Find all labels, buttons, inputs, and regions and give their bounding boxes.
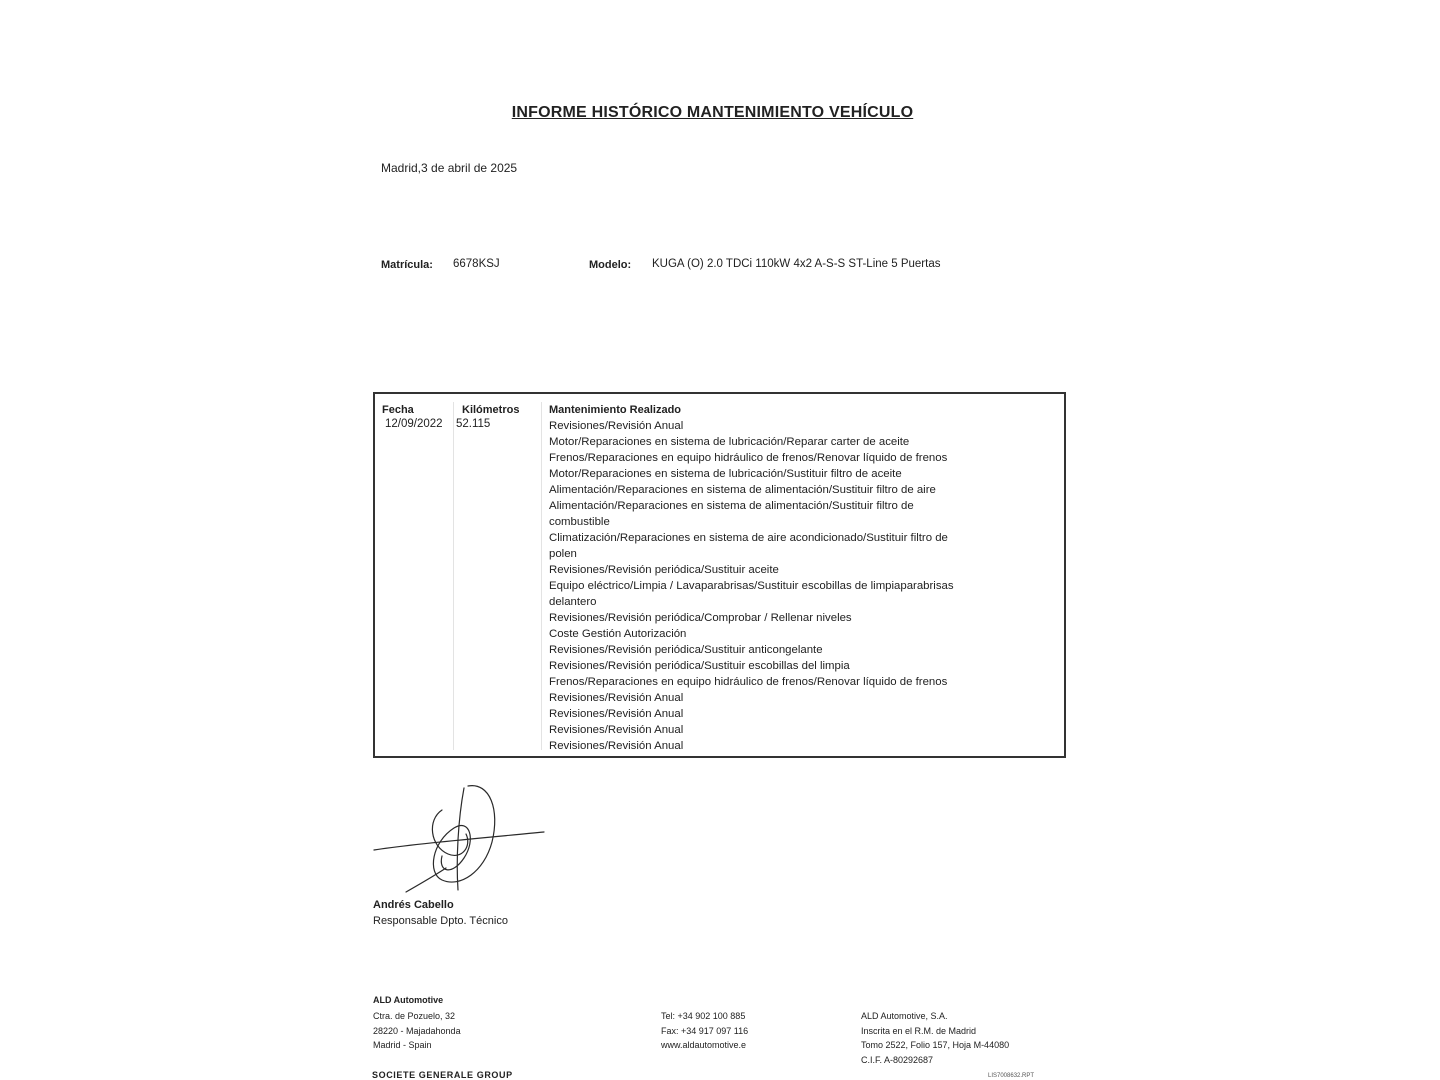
plate-label: Matrícula: bbox=[381, 259, 433, 271]
maintenance-item: Revisiones/Revisión Anual bbox=[549, 708, 684, 720]
maintenance-list bbox=[549, 418, 989, 754]
maintenance-item: Revisiones/Revisión Anual bbox=[549, 724, 684, 736]
maintenance-item: Motor/Reparaciones en sistema de lubricación/Sustituir filtro de aceite bbox=[549, 468, 902, 480]
footer-phone: Tel: +34 902 100 885 bbox=[661, 1011, 746, 1021]
footer-fax: Fax: +34 917 097 116 bbox=[661, 1025, 749, 1036]
maintenance-item: Revisiones/Revisión Anual bbox=[549, 692, 684, 704]
model-value: KUGA (O) 2.0 TDCi 110kW 4x2 A-S-S ST-Line 5 Puertas bbox=[652, 258, 941, 270]
maintenance-item: Revisiones/Revisión periódica/Sustituir aceite bbox=[549, 564, 779, 576]
plate-value: 6678KSJ bbox=[453, 258, 500, 270]
footer-address-line: 28220 - Majadahonda bbox=[373, 1025, 461, 1036]
maintenance-item: Revisiones/Revisión periódica/Comprobar / Rellenar niveles bbox=[549, 612, 852, 624]
maintenance-item: Frenos/Reparaciones en equipo hidráulico de frenos/Renovar líquido de frenos bbox=[549, 452, 948, 464]
footer-legal-line: ALD Automotive, S.A. bbox=[861, 1011, 948, 1021]
maintenance-item: delantero bbox=[549, 596, 597, 608]
footer-address-line: Ctra. de Pozuelo, 32 bbox=[373, 1011, 456, 1021]
maintenance-item: Coste Gestión Autorización bbox=[549, 628, 687, 640]
maintenance-item: Alimentación/Reparaciones en sistema de alimentación/Sustituir filtro de aire bbox=[549, 484, 936, 496]
maintenance-item: Alimentación/Reparaciones en sistema de alimentación/Sustituir filtro de bbox=[549, 500, 914, 512]
maintenance-item: Motor/Reparaciones en sistema de lubricación/Reparar carter de aceite bbox=[549, 436, 910, 448]
maintenance-item: combustible bbox=[549, 516, 610, 528]
row-km: 52.115 bbox=[456, 418, 491, 430]
header-date: Fecha bbox=[382, 404, 414, 416]
footer-group: SOCIETE GENERALE GROUP bbox=[372, 1070, 513, 1080]
date-line: Madrid,3 de abril de 2025 bbox=[381, 161, 518, 175]
page-title: INFORME HISTÓRICO MANTENIMIENTO VEHÍCULO bbox=[511, 104, 914, 121]
row-date: 12/09/2022 bbox=[385, 418, 443, 430]
footer-legal bbox=[861, 1009, 1009, 1067]
footer-legal-line: C.I.F. A-80292687 bbox=[861, 1054, 934, 1065]
column-divider bbox=[453, 402, 454, 750]
footer-address bbox=[373, 1009, 461, 1053]
maintenance-item: Revisiones/Revisión periódica/Sustituir anticongelante bbox=[549, 644, 823, 656]
maintenance-table bbox=[373, 392, 1066, 758]
maintenance-item: Revisiones/Revisión periódica/Sustituir escobillas del limpia bbox=[549, 660, 850, 672]
header-km: Kilómetros bbox=[462, 404, 520, 416]
maintenance-item: Equipo eléctrico/Limpia / Lavaparabrisas/Sustituir escobillas de limpiaparabrisas bbox=[549, 580, 954, 592]
maintenance-item: Revisiones/Revisión Anual bbox=[549, 740, 684, 752]
footer-legal-line: Inscrita en el R.M. de Madrid bbox=[861, 1025, 977, 1036]
footer-company: ALD Automotive bbox=[373, 995, 444, 1005]
maintenance-item: Revisiones/Revisión Anual bbox=[549, 420, 684, 432]
signer-name: Andrés Cabello bbox=[373, 899, 454, 911]
header-maintenance: Mantenimiento Realizado bbox=[549, 404, 682, 416]
model-label: Modelo: bbox=[589, 259, 632, 271]
report-ref: LIS7008632.RPT bbox=[988, 1073, 1035, 1079]
maintenance-item: polen bbox=[549, 548, 577, 560]
footer-address-line: Madrid - Spain bbox=[373, 1040, 432, 1050]
maintenance-item: Frenos/Reparaciones en equipo hidráulico de frenos/Renovar líquido de frenos bbox=[549, 676, 948, 688]
signature-icon bbox=[372, 780, 547, 903]
footer-website: www.aldautomotive.e bbox=[661, 1040, 747, 1050]
footer-contact bbox=[661, 1009, 748, 1053]
column-divider bbox=[541, 402, 542, 750]
maintenance-item: Climatización/Reparaciones en sistema de aire acondicionado/Sustituir filtro de bbox=[549, 532, 948, 544]
signer-role: Responsable Dpto. Técnico bbox=[373, 915, 508, 927]
footer-legal-line: Tomo 2522, Folio 157, Hoja M-44080 bbox=[861, 1040, 1010, 1050]
